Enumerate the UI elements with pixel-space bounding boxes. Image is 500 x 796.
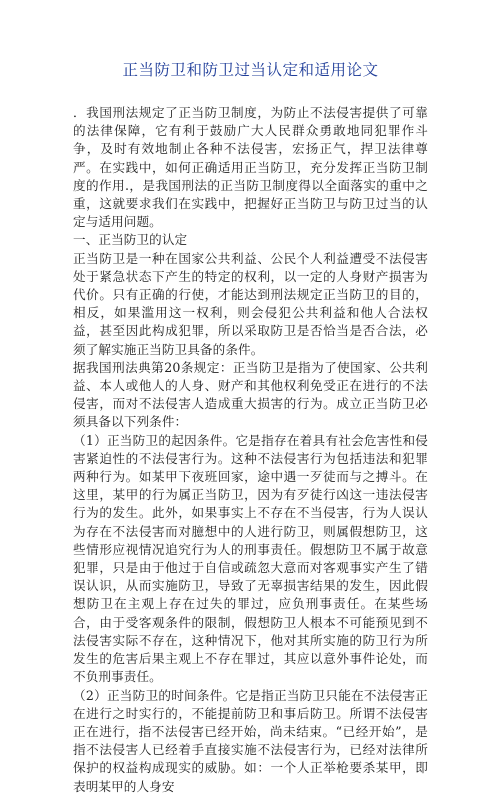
paragraph: （2）正当防卫的时间条件。它是指正当防卫只能在不法侵害正在进行之时实行的，不能提前防卫和事后防卫。所谓不法侵害正在进行，指不法侵害已经开始，尚未结束。“已经开始”，是指不法侵害人已经着手直接实施不法侵害行为，已经对法律所保护的权益构成现实的威胁。如：一个人正举枪要杀某甲，即表明某甲的人身安 xyxy=(73,687,428,794)
paragraph: （1）正当防卫的起因条件。它是指存在着具有社会危害性和侵害紧迫性的不法侵害行为。这种不法侵害行为包括违法和犯罪两种行为。如某甲下夜班回家，途中遇一歹徒而与之搏斗。在这里，某甲的行为属正当防卫，因为有歹徒行凶这一违法侵害行为的发生。此外，如果事实上不存在不当侵害，行为人误认为存在不法侵害而对臆想中的人进行防卫，则属假想防卫，这些情形应视情况追究行为人的刑事责任。假想防卫不属于故意犯罪，只是由于他过于自信或疏忽大意而对客观事实产生了错误认识，从而实施防卫，导致了无辜损害结果的发生，因此假想防卫在主观上存在过失的罪过，应负刑事责任。在某些场合，由于受客观条件的限制，假想防卫人根本不可能预见到不法侵害实际不存在，这种情况下，他对其所实施的防卫行为所发生的危害后果主观上不存在罪过，其应以意外事件论处，而不负刑事责任。 xyxy=(73,432,428,685)
paragraph: 正当防卫是一种在国家公共利益、公民个人利益遭受不法侵害处于紧急状态下产生的特定的权利，以一定的人身财产损害为代价。只有正确的行使，才能达到刑法规定正当防卫的目的，相反，如果滥用这一权利，则会侵犯公共利益和他人合法权益，甚至因此构成犯罪，所以采取防卫是否恰当是否合法，必须了解实施正当防卫具备的条件。 xyxy=(73,250,428,357)
document-title: 正当防卫和防卫过当认定和适用论文 xyxy=(122,61,379,79)
section-heading: 一、正当防卫的认定 xyxy=(73,232,188,248)
paragraph-intro: ．我国刑法规定了正当防卫制度，为防止不法侵害提供了可靠的法律保障，它有利于鼓励广大人民群众勇敢地同犯罪作斗争，及时有效地制止各种不法侵害，宏扬正气，捍卫法律尊严。在实践中，如何正确适用正当防卫，充分发挥正当防卫制度的作用.，是我国刑法的正当防卫制度得以全面落实的重中之重，这就要求我们在实践中，把握好正当防卫与防卫过当的认定与适用问题。 xyxy=(73,105,428,230)
paragraph: 据我国刑法典第20条规定：正当防卫是指为了使国家、公共利益、本人或他人的人身、财产和其他权利免受正在进行的不法侵害，而对不法侵害人造成重大损害的行为。成立正当防卫必须具备以下列条件： xyxy=(73,359,428,430)
document-body xyxy=(73,104,428,796)
